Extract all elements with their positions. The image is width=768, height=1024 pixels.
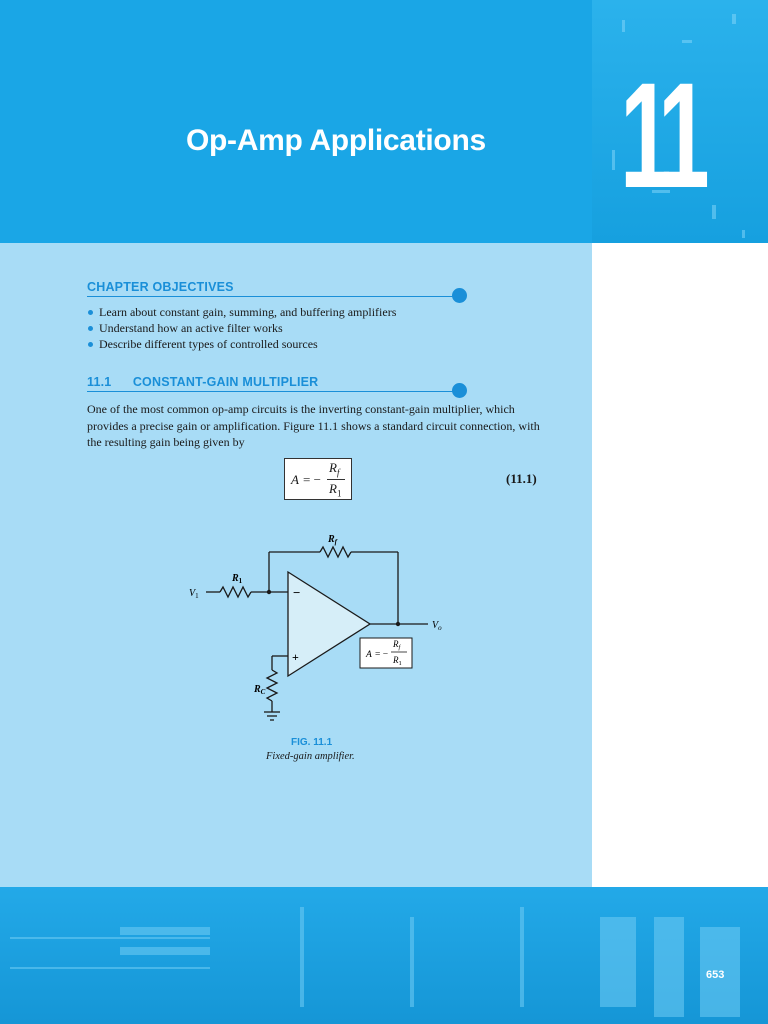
section-heading [87, 375, 318, 389]
objectives-heading: CHAPTER OBJECTIVES [87, 280, 234, 294]
equation-numerator: $R_f$ [329, 460, 340, 478]
figure-caption: Fixed-gain amplifier. [266, 751, 355, 762]
vo-label: $V_o$ [432, 620, 442, 632]
rf-resistor [320, 547, 351, 557]
r1-resistor [220, 587, 251, 597]
equation-denominator: $R_1$ [329, 481, 342, 499]
rc-label: $R_C$ [254, 684, 266, 696]
gain-box-numerator: $R_f$ [393, 639, 401, 651]
objective-item: Learn about constant gain, summing, and buffering amplifiers [87, 304, 396, 320]
junction-dot-output [396, 622, 400, 626]
objective-item: Describe different types of controlled sources [87, 336, 396, 352]
section-rule-dot [452, 383, 467, 398]
section-rule [87, 391, 455, 392]
equation-equals: = − [303, 472, 321, 487]
body-paragraph: One of the most common op-amp circuits is the inverting constant-gain multiplier, which provides a precise gain or amplification. Figure 11.1 shows a standard circuit connection, with the resulting gain being given by [87, 402, 540, 449]
op-amp-circuit-diagram [180, 530, 460, 730]
non-inverting-sign: + [292, 650, 299, 664]
junction-dot-input [267, 590, 271, 594]
chapter-title: Op-Amp Applications [186, 124, 486, 157]
gain-box-denominator: $R_1$ [393, 655, 402, 667]
objectives-rule-dot [452, 288, 467, 303]
chapter-header-band [0, 0, 768, 243]
v1-label: $V_1$ [189, 588, 199, 600]
objectives-list [87, 304, 396, 352]
equation-fraction-bar [327, 479, 345, 480]
page-number: 653 [706, 969, 725, 981]
equation-lhs: A [291, 472, 299, 487]
equation-number: (11.1) [506, 471, 537, 486]
figure-label: FIG. 11.1 [291, 737, 333, 748]
rf-label: $R_f$ [328, 534, 338, 546]
gain-box-equals: = − [375, 650, 389, 660]
inverting-sign: − [293, 585, 301, 600]
objectives-rule [87, 296, 455, 297]
chapter-number: 11 [620, 51, 701, 219]
r1-label: $R_1$ [232, 573, 243, 585]
section-title: CONSTANT-GAIN MULTIPLIER [132, 375, 319, 389]
rc-resistor [267, 670, 277, 701]
gain-box-lhs: A [366, 650, 372, 660]
footer-band [0, 887, 768, 1024]
section-number: 11.1 [87, 375, 112, 389]
objective-item: Understand how an active filter works [87, 320, 396, 336]
equation-box [284, 458, 352, 500]
right-margin-strip [592, 243, 768, 887]
